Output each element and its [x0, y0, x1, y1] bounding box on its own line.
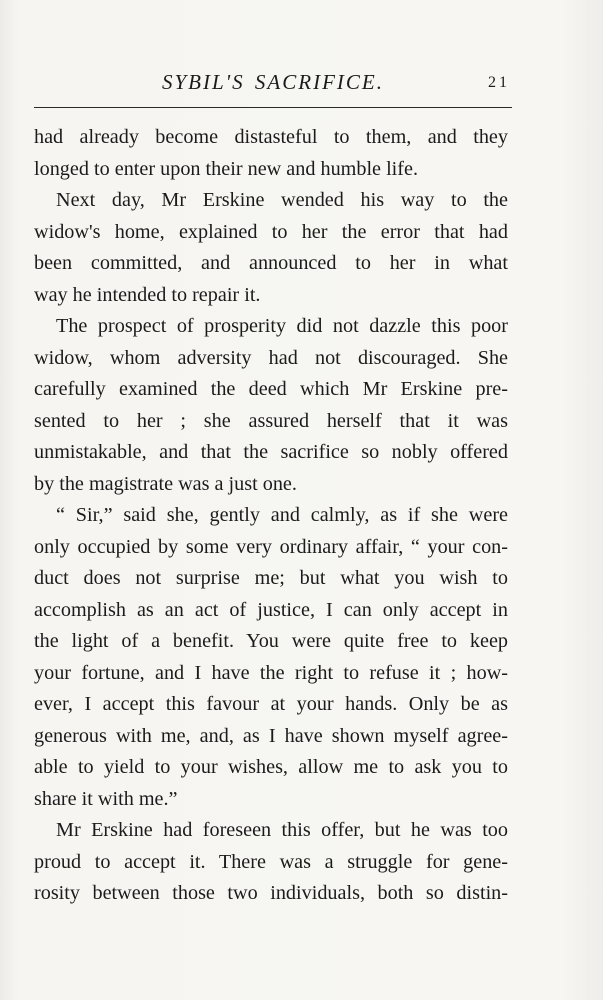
text-line: widow's home, explained to her the error that had	[34, 220, 508, 243]
text-line: Next day, Mr Erskine wended his way to the	[56, 189, 508, 211]
text-line: proud to accept it. There was a struggle for gene-	[34, 850, 508, 873]
text-line: sented to her ; she assured herself that it was	[34, 409, 508, 432]
text-line: “ Sir,” said she, gently and calmly, as if she were	[56, 504, 508, 526]
body-text	[34, 122, 508, 910]
header-rule	[34, 107, 512, 108]
text-line: duct does not surprise me; but what you wish to	[34, 567, 508, 589]
text-line: had already become distasteful to them, and they	[34, 126, 508, 148]
text-line: the light of a benefit. You were quite free to keep	[34, 630, 508, 652]
text-line: by the magistrate was a just one.	[34, 472, 297, 495]
text-line: ever, I accept this favour at your hands. Only be as	[34, 693, 508, 715]
running-title: SYBIL'S SACRIFICE.	[162, 70, 384, 94]
text-line: rosity between those two individuals, both so distin-	[34, 882, 508, 904]
text-line: share it with me.”	[34, 787, 178, 810]
text-line: your fortune, and I have the right to refuse it ; how-	[34, 661, 508, 684]
text-line: Mr Erskine had foreseen this offer, but he was too	[56, 819, 508, 841]
text-line: able to yield to your wishes, allow me to ask you to	[34, 756, 508, 778]
text-line: widow, whom adversity had not discouraged. She	[34, 346, 508, 369]
text-line: The prospect of prosperity did not dazzle this poor	[56, 315, 508, 337]
text-line: generous with me, and, as I have shown myself agree-	[34, 724, 508, 747]
page-number: 21	[488, 74, 510, 91]
text-line: only occupied by some very ordinary affair, “ your con-	[34, 535, 508, 558]
text-line: carefully examined the deed which Mr Erskine pre-	[34, 378, 508, 400]
running-head	[34, 70, 512, 100]
text-line: way he intended to repair it.	[34, 283, 261, 306]
text-line: unmistakable, and that the sacrifice so nobly offered	[34, 441, 508, 463]
text-line: longed to enter upon their new and humble life.	[34, 157, 419, 180]
text-line: been committed, and announced to her in what	[34, 252, 508, 274]
text-line: accomplish as an act of justice, I can only accept in	[34, 598, 508, 621]
